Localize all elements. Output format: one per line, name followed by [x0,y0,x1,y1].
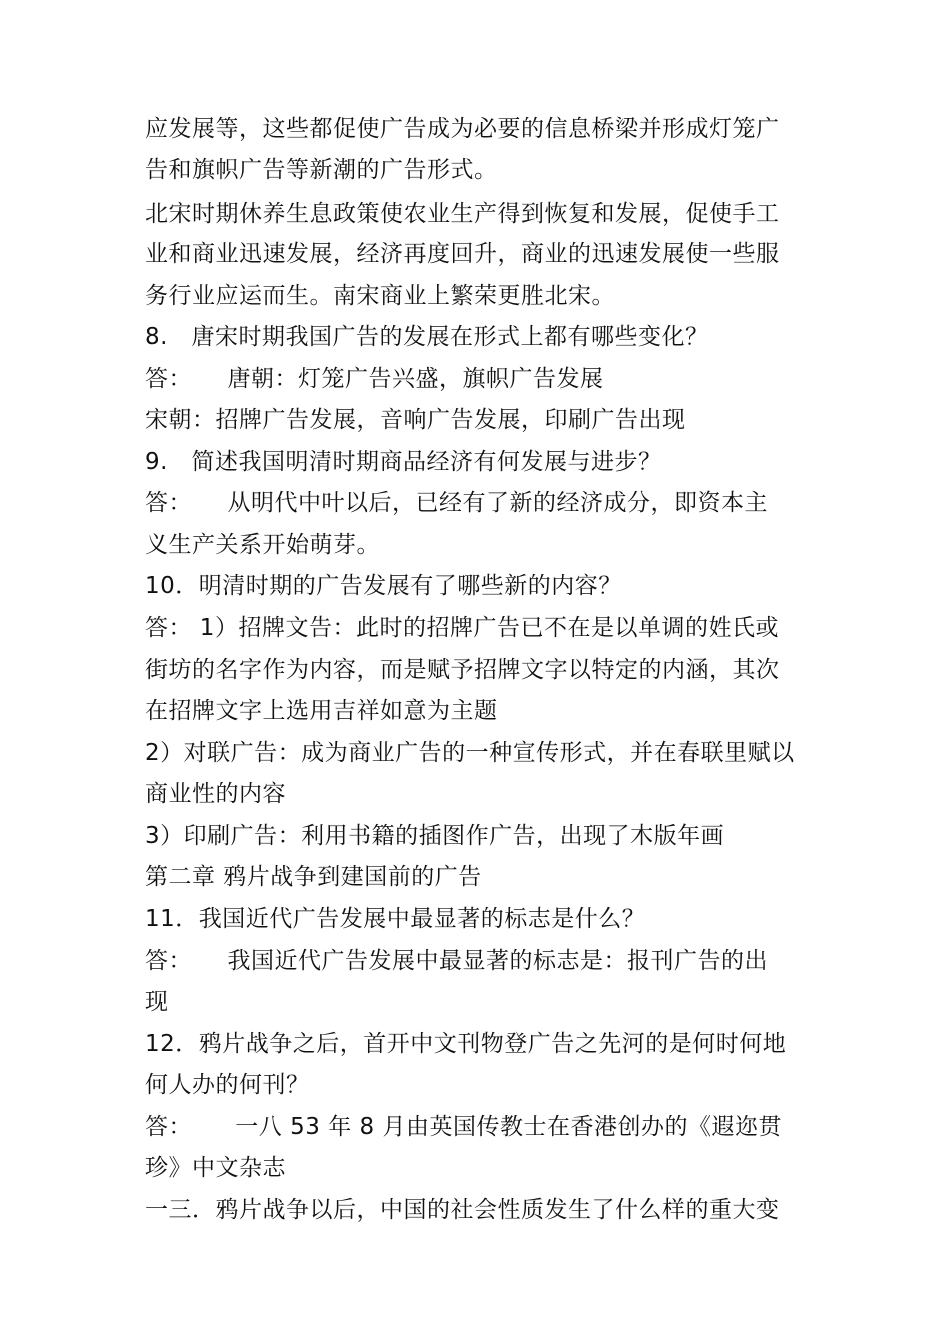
text-line: 业和商业迅速发展，经济再度回升，商业的迅速发展使一些服 [145,241,780,267]
text-line: 3）印刷广告：利用书籍的插图作广告，出现了木版年画 [145,823,725,849]
question-10: 10．明清时期的广告发展有了哪些新的内容？ [145,573,622,599]
question-11: 11．我国近代广告发展中最显著的标志是什么？ [145,906,646,932]
text-line: 义生产关系开始萌芽。 [145,532,380,558]
text-line: 珍》中文杂志 [145,1155,286,1181]
answer-11: 答： 我国近代广告发展中最显著的标志是：报刊广告的出 [145,948,768,974]
text-line: 现 [145,989,169,1015]
text-line: 何人办的何刊？ [145,1072,310,1098]
question-12: 12．鸦片战争之后，首开中文刊物登广告之先河的是何时何地 [145,1031,787,1057]
chapter-heading: 第二章 鸦片战争到建国前的广告 [145,864,482,890]
question-8: 8. 唐宋时期我国广告的发展在形式上都有哪些变化？ [145,324,709,350]
answer-12: 答： 一八 53 年 8 月由英国传教士在香港创办的《遐迩贯 [145,1114,782,1140]
text-line: 商业性的内容 [145,781,286,807]
text-line: 告和旗帜广告等新潮的广告形式。 [145,157,498,183]
text-line: 务行业应运而生。南宋商业上繁荣更胜北宋。 [145,283,615,309]
question-13: 一三．鸦片战争以后，中国的社会性质发生了什么样的重大变 [145,1197,780,1223]
text-line: 2）对联广告：成为商业广告的一种宣传形式，并在春联里赋以 [145,740,795,766]
answer-10: 答： 1）招牌文告：此时的招牌广告已不在是以单调的姓氏或 [145,615,779,641]
text-line: 应发展等，这些都促使广告成为必要的信息桥梁并形成灯笼广 [145,116,780,142]
answer-9: 答： 从明代中叶以后，已经有了新的经济成分，即资本主 [145,490,768,516]
text-line: 在招牌文字上选用吉祥如意为主题 [145,698,498,724]
text-line: 北宋时期休养生息政策使农业生产得到恢复和发展，促使手工 [145,201,780,227]
text-line: 宋朝：招牌广告发展，音响广告发展，印刷广告出现 [145,407,686,433]
answer-8: 答： 唐朝：灯笼广告兴盛，旗帜广告发展 [145,366,604,392]
question-9: 9. 简述我国明清时期商品经济有何发展与进步？ [145,449,662,475]
text-line: 街坊的名字作为内容，而是赋予招牌文字以特定的内涵，其次 [145,657,780,683]
